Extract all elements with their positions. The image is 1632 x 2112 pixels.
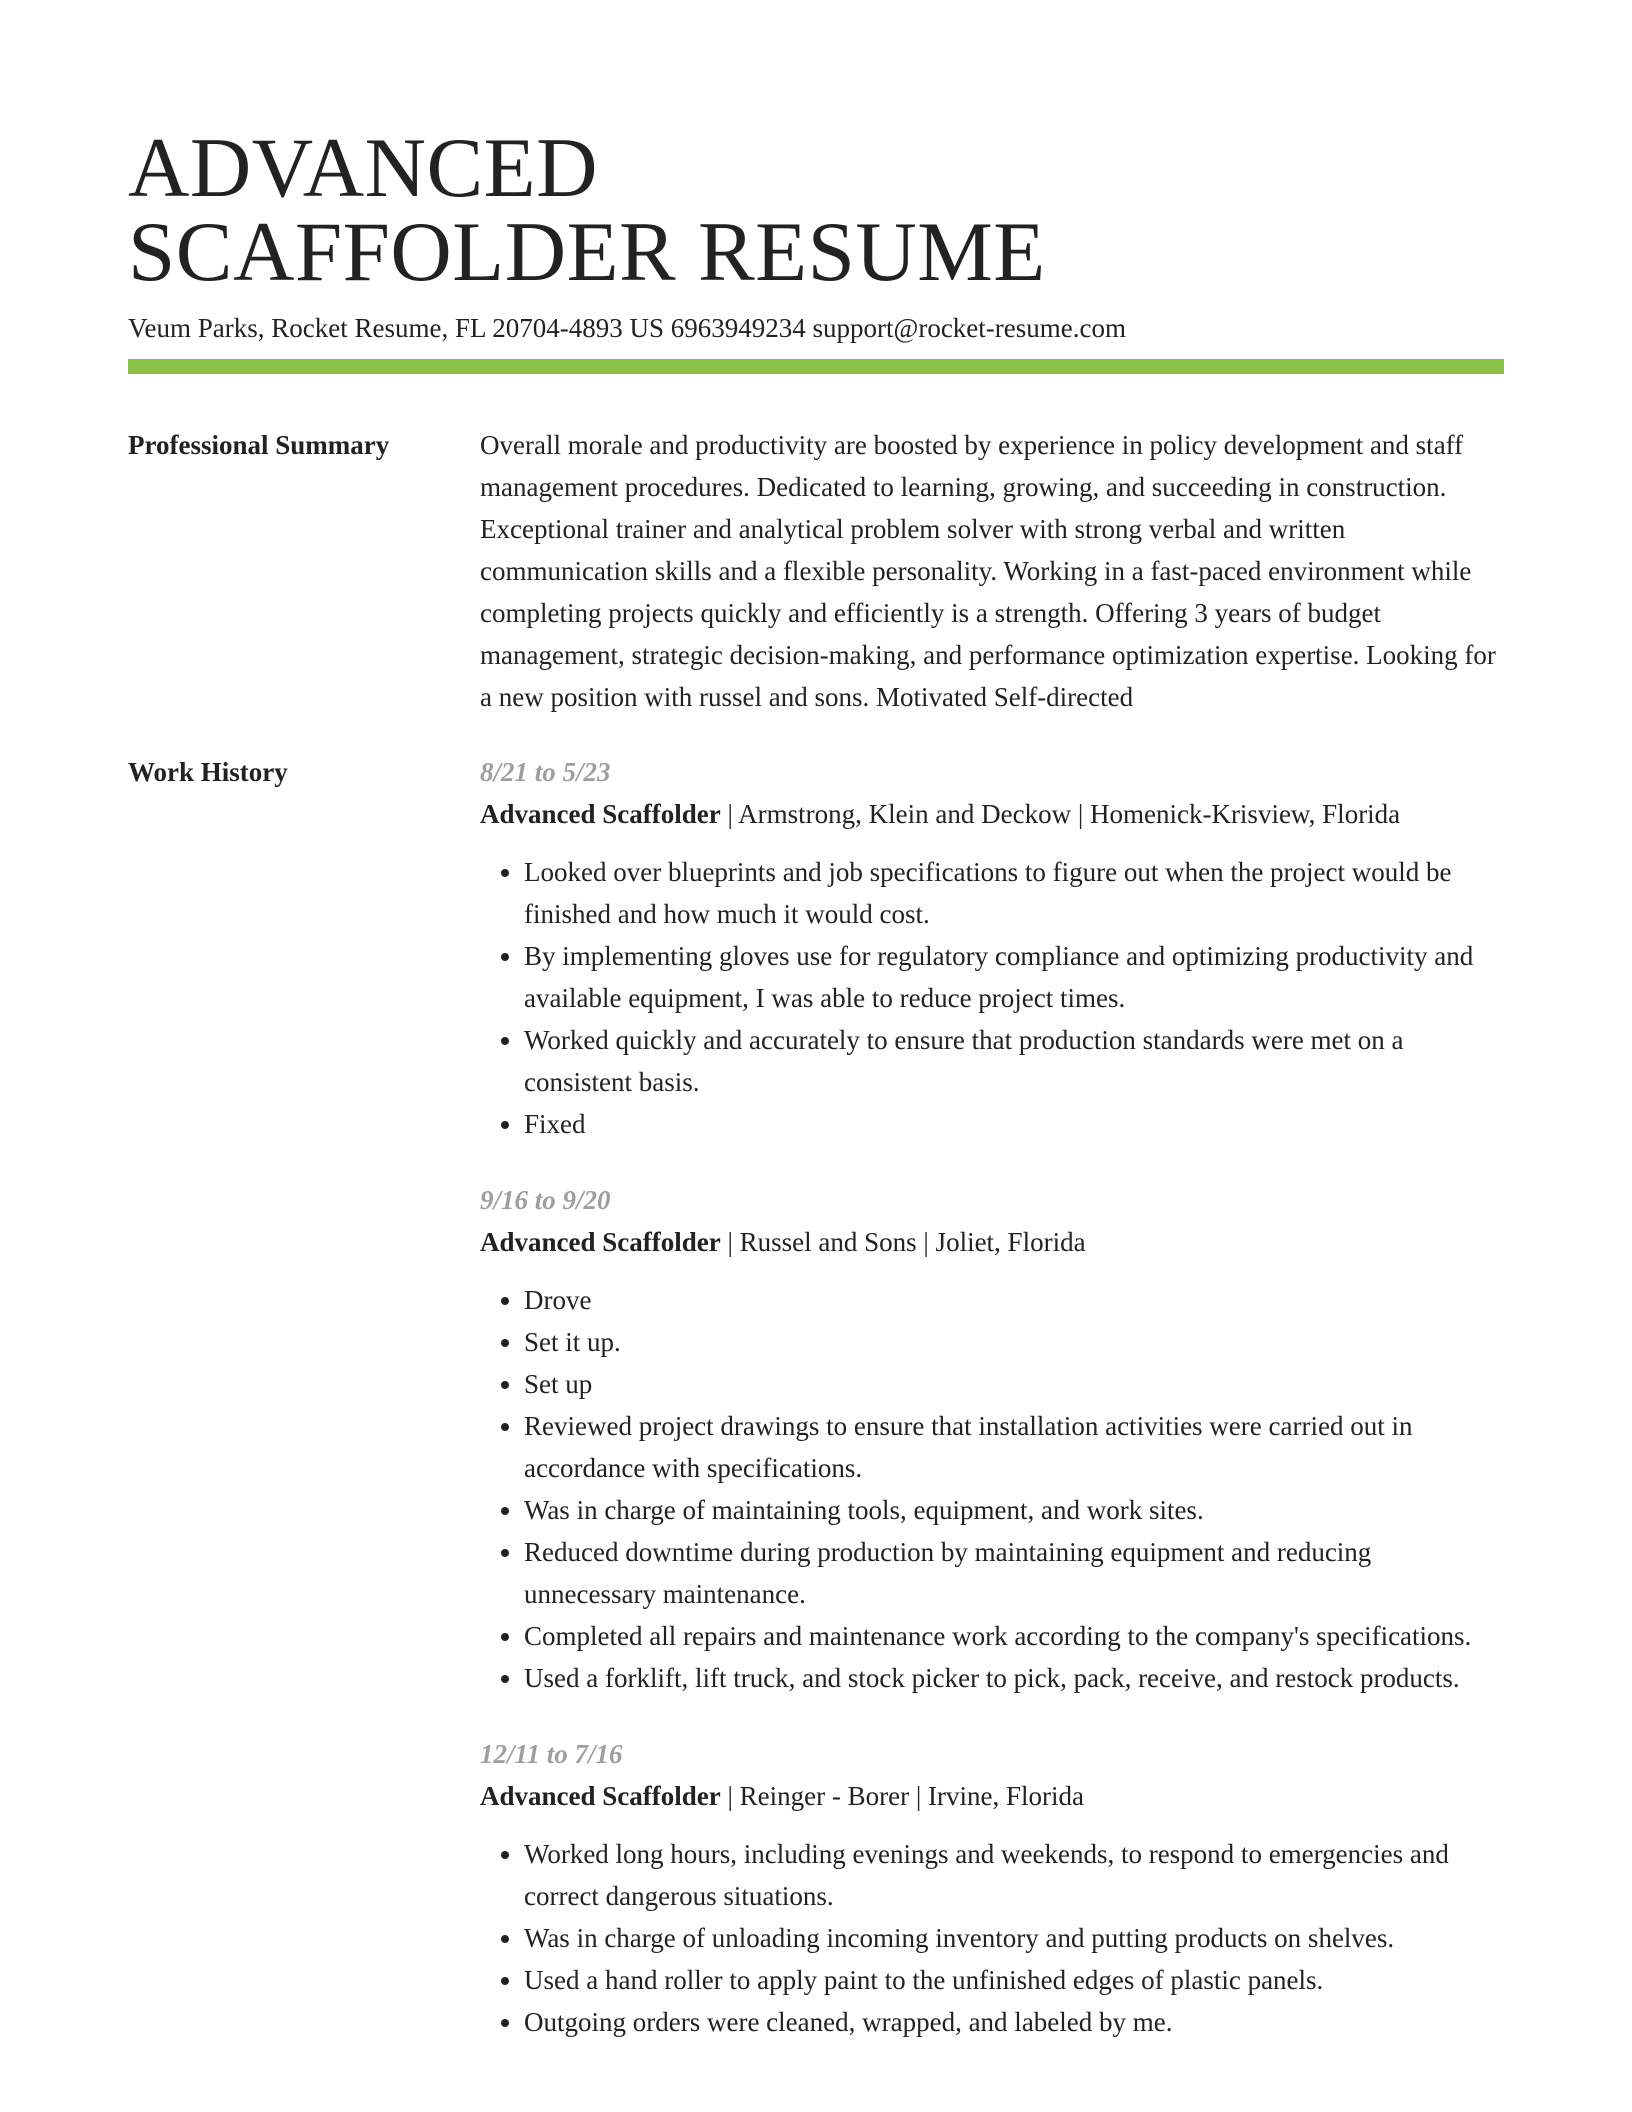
job-bullet: • Used a hand roller to apply paint to the unfinished edges of plastic panels.: [524, 1959, 1504, 2001]
work-history-section: [128, 751, 1504, 2077]
job-bullet: • Set it up.: [524, 1321, 1504, 1363]
job-dates: 9/16 to 9/20: [480, 1185, 611, 1215]
summary-text: Overall morale and productivity are boosted by experience in policy development and staff management procedures. Dedicated to learning, growing, and succeeding in construction. Exceptional trainer and analytical problem solver with strong verbal and written communication skills and a flexible personality. Working in a fast-paced environment while completing projects quickly and efficiently is a strength. Offering 3 years of budget management, strategic decision-making, and performance optimization expertise. Looking for a new position with russel and sons. Motivated Self-directed: [480, 430, 1496, 712]
job-title-line: [480, 1221, 1504, 1263]
job-bullet: • Completed all repairs and maintenance work according to the company's specifications.: [524, 1615, 1504, 1657]
job-title-line: [480, 793, 1504, 835]
job-bullet: • Used a forklift, lift truck, and stock picker to pick, pack, receive, and restock products.: [524, 1657, 1504, 1699]
job-role: Advanced Scaffolder: [480, 1781, 721, 1811]
job-bullet: • Looked over blueprints and job specifications to figure out when the project would be finished and how much it would cost.: [524, 851, 1504, 935]
job-bullet: • Fixed: [524, 1103, 1504, 1145]
job-employer-location: | Reinger - Borer | Irvine, Florida: [720, 1781, 1084, 1811]
job-bullet: • Was in charge of maintaining tools, equipment, and work sites.: [524, 1489, 1504, 1531]
resume-title-line2: SCAFFOLDER RESUME: [128, 205, 1046, 299]
job-bullet: • Drove: [524, 1279, 1504, 1321]
job-bullet: • Worked quickly and accurately to ensure that production standards were met on a consistent basis.: [524, 1019, 1504, 1103]
job-employer-location: | Armstrong, Klein and Deckow | Homenick-Krisview, Florida: [720, 799, 1401, 829]
summary-body: [480, 424, 1504, 718]
job-entry: [480, 1733, 1504, 2043]
work-history-body: [480, 751, 1504, 2077]
job-bullet-list: [480, 851, 1504, 1145]
job-dates: 12/11 to 7/16: [480, 1739, 623, 1769]
job-bullet-list: [480, 1833, 1504, 2043]
job-bullet: • Reviewed project drawings to ensure that installation activities were carried out in accordance with specifications.: [524, 1405, 1504, 1489]
job-bullet: • Set up: [524, 1363, 1504, 1405]
job-title-line: [480, 1775, 1504, 1817]
resume-title-line1: ADVANCED: [128, 121, 598, 215]
job-entry: [480, 751, 1504, 1145]
contact-info: Veum Parks, Rocket Resume, FL 20704-4893 US 6963949234 support@rocket-resume.com: [128, 313, 1126, 343]
job-employer-location: | Russel and Sons | Joliet, Florida: [720, 1227, 1086, 1257]
job-role: Advanced Scaffolder: [480, 799, 721, 829]
job-bullet: • Outgoing orders were cleaned, wrapped, and labeled by me.: [524, 2001, 1504, 2043]
job-bullet: • Was in charge of unloading incoming inventory and putting products on shelves.: [524, 1917, 1504, 1959]
section-heading-work-history: Work History: [128, 757, 288, 787]
professional-summary-section: [128, 424, 1504, 718]
job-entry: [480, 1179, 1504, 1699]
job-bullet: • Worked long hours, including evenings and weekends, to respond to emergencies and correct dangerous situations.: [524, 1833, 1504, 1917]
accent-divider: [128, 359, 1504, 374]
section-heading-summary: Professional Summary: [128, 430, 390, 460]
job-role: Advanced Scaffolder: [480, 1227, 721, 1257]
job-bullet: • Reduced downtime during production by maintaining equipment and reducing unnecessary maintenance.: [524, 1531, 1504, 1615]
resume-title: [128, 0, 1504, 299]
job-dates: 8/21 to 5/23: [480, 757, 611, 787]
job-bullet-list: [480, 1279, 1504, 1699]
job-bullet: • By implementing gloves use for regulatory compliance and optimizing productivity and available equipment, I was able to reduce project times.: [524, 935, 1504, 1019]
resume-page: [128, 0, 1504, 2077]
